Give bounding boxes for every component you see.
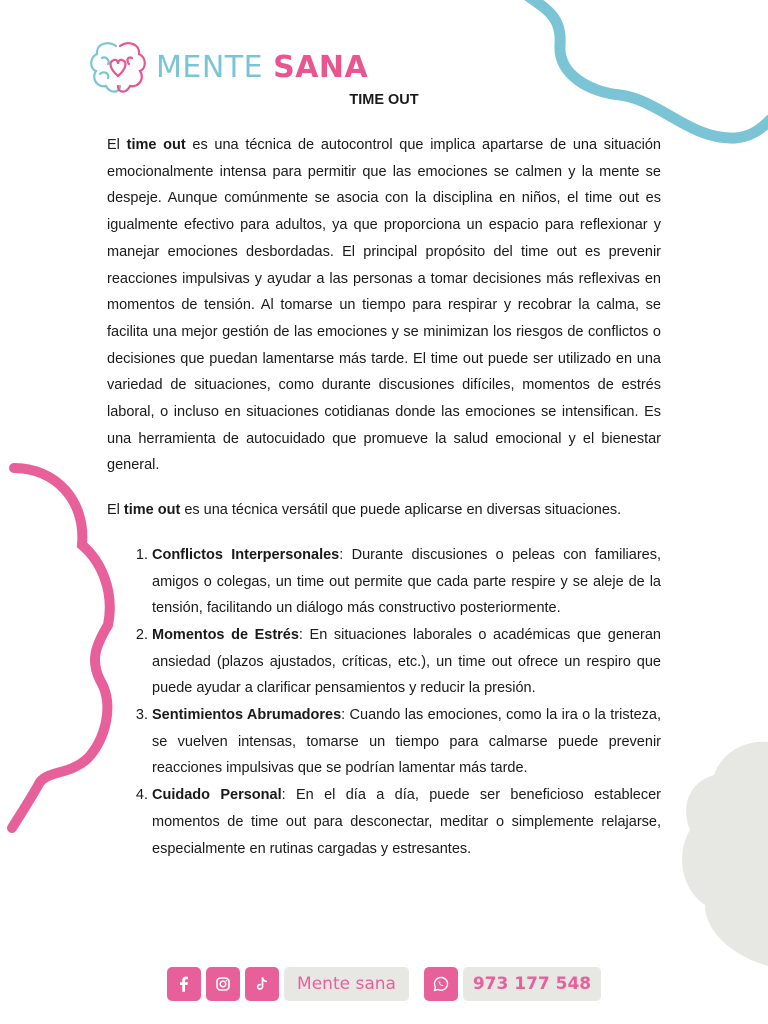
whatsapp-icon [432, 975, 450, 993]
list-lead-paragraph: El time out es una técnica versátil que puede aplicarse en diversas situaciones. [107, 502, 622, 519]
intro-paragraph: El time out es una técnica de autocontrol que implica apartarse de una situación emocionalmente intensa para permitir que las emociones se calmen y la mente se despeje. Aunque comúnmente se asocia con la disciplina en niños, el time out es igualmente efectivo para adultos, ya que proporciona un espacio para reflexionar y manejar emociones desbordadas. El principal propósito del time out es prevenir reacciones impulsivas y ayudar a las personas a tomar decisiones más reflexivas en momentos de tensión. Al tomarse un tiempo para respirar y recobrar la calma, se facilita una mejor gestión de las emociones y se minimizan los riesgos de conflictos o decisiones que puedan lamentarse más tarde. El time out puede ser utilizado en una variedad de situaciones, como durante discusiones difíciles, momentos de estrés laboral, o incluso en situaciones cotidianas donde las emociones se intensifican. Es una herramienta de autocuidado que promueve la salud emocional y el bienestar general. [107, 137, 661, 474]
document-body [107, 132, 661, 862]
tiktok-icon [253, 975, 271, 993]
pink-scallop-decoration [12, 468, 110, 828]
intro-bold-term: time out [126, 137, 186, 153]
list-item [152, 542, 661, 622]
gray-cloud-decoration [682, 742, 768, 966]
list-item-text: : En el día a día, puede ser beneficioso establecer momentos de time out para desconectar, meditar o simplemente relajarse, especialmente en rutinas cargadas y estresantes. [152, 787, 661, 857]
list-item [152, 702, 661, 782]
footer-phone-number: 973 177 548 [463, 967, 601, 1001]
list-item-title: Conflictos Interpersonales [152, 546, 340, 563]
list-item-text: : Durante discusiones o peleas con familiares, amigos o colegas, un time out permite que cada parte respire y se aleje de la tensión, facilitando un diálogo más constructivo posteriormente. [152, 546, 661, 617]
list-item [152, 622, 661, 702]
lead-bold-term: time out [123, 502, 181, 519]
list-item-title: Sentimientos Abrumadores [152, 707, 342, 724]
facebook-link[interactable] [167, 967, 201, 1001]
instagram-icon [214, 975, 232, 993]
whatsapp-link[interactable] [424, 967, 458, 1001]
list-item [152, 782, 661, 862]
brain-heart-icon [88, 38, 148, 98]
blue-wave-decoration [528, 0, 768, 138]
document-title: TIME OUT [349, 92, 419, 108]
list-item-title: Cuidado Personal [152, 787, 282, 804]
list-item-title: Momentos de Estrés [152, 626, 299, 643]
brand-logo [88, 38, 368, 98]
list-item-text: : Cuando las emociones, como la ira o la tristeza, se vuelven intensas, tomarse un tiempo para calmarse puede prevenir reacciones impulsivas que se podrían lamentar más tarde. [152, 707, 661, 777]
brand-name-part1: MENTE [156, 50, 264, 85]
facebook-icon [175, 975, 193, 993]
list-item-text: : En situaciones laborales o académicas que generan ansiedad (plazos ajustados, críticas, etc.), un time out ofrece un respiro que puede ayudar a clarificar pensamientos y reducir la presión. [152, 626, 661, 697]
footer-contact-bar [167, 966, 601, 1001]
footer-brand-name: Mente sana [284, 967, 409, 1001]
instagram-link[interactable] [206, 967, 240, 1001]
situations-list [107, 542, 661, 862]
brand-name-part2: SANA [273, 50, 369, 85]
tiktok-link[interactable] [245, 967, 279, 1001]
brand-name [156, 50, 369, 85]
